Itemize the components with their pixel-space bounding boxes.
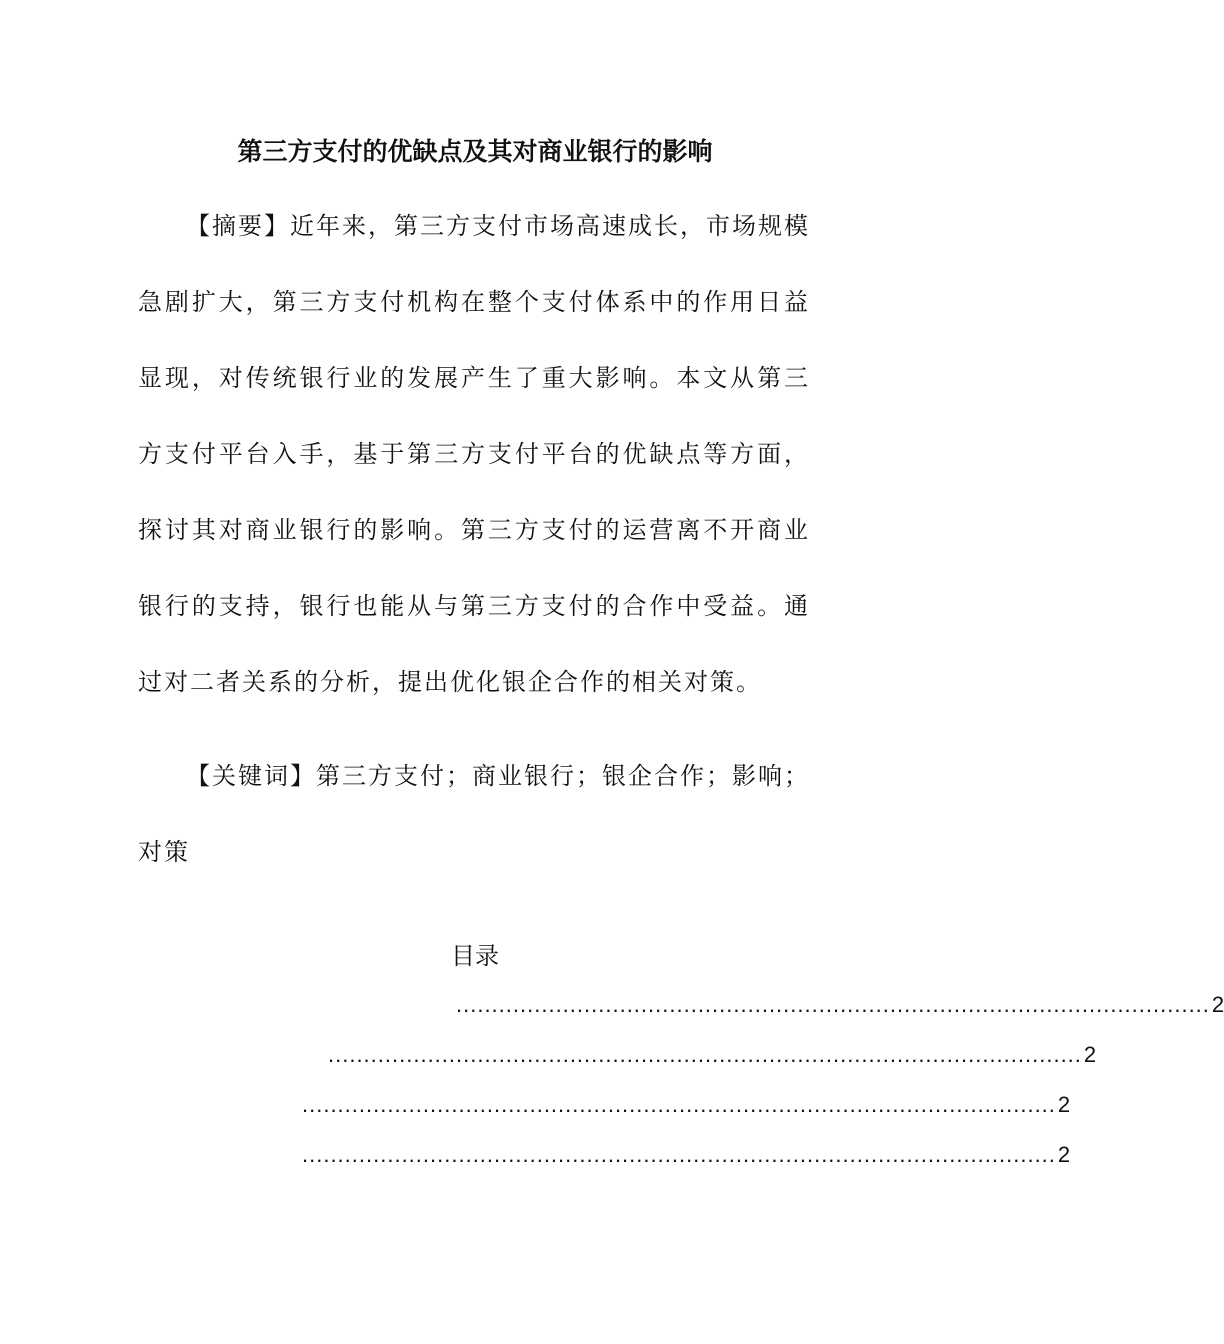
toc-entry[interactable]	[328, 1040, 1097, 1070]
abstract-paragraph: 【摘要】近年来，第三方支付市场高速成长，市场规模急剧扩大，第三方支付机构在整个支付体系中的作用日益显现，对传统银行业的发展产生了重大影响。本文从第三方支付平台入手，基于第三方支付平台的优缺点等方面，探讨其对商业银行的影响。第三方支付的运营离不开商业银行的支持，银行也能从与第三方支付的合作中受益。通过对二者关系的分析，提出优化银企合作的相关对策。	[138, 212, 810, 696]
toc-leader-dots: ..........................................................................................................	[302, 1142, 1056, 1167]
toc-page-number: 2	[1211, 992, 1224, 1017]
toc-entry[interactable]	[302, 1140, 1071, 1170]
toc-page-number: 2	[1057, 1142, 1071, 1167]
toc-title: 目录	[451, 942, 499, 970]
keywords-paragraph: 【关键词】第三方支付；商业银行；银企合作；影响；对策	[138, 762, 810, 866]
toc-entry[interactable]	[456, 990, 1224, 1020]
toc-leader-dots: ..........................................................................................................	[456, 992, 1210, 1017]
toc-page-number: 2	[1083, 1042, 1097, 1067]
toc-entry[interactable]	[302, 1090, 1071, 1120]
toc-leader-dots: ..........................................................................................................	[302, 1092, 1056, 1117]
toc-leader-dots: ..........................................................................................................	[328, 1042, 1082, 1067]
toc-page-number: 2	[1057, 1092, 1071, 1117]
document-title: 第三方支付的优缺点及其对商业银行的影响	[237, 137, 713, 166]
